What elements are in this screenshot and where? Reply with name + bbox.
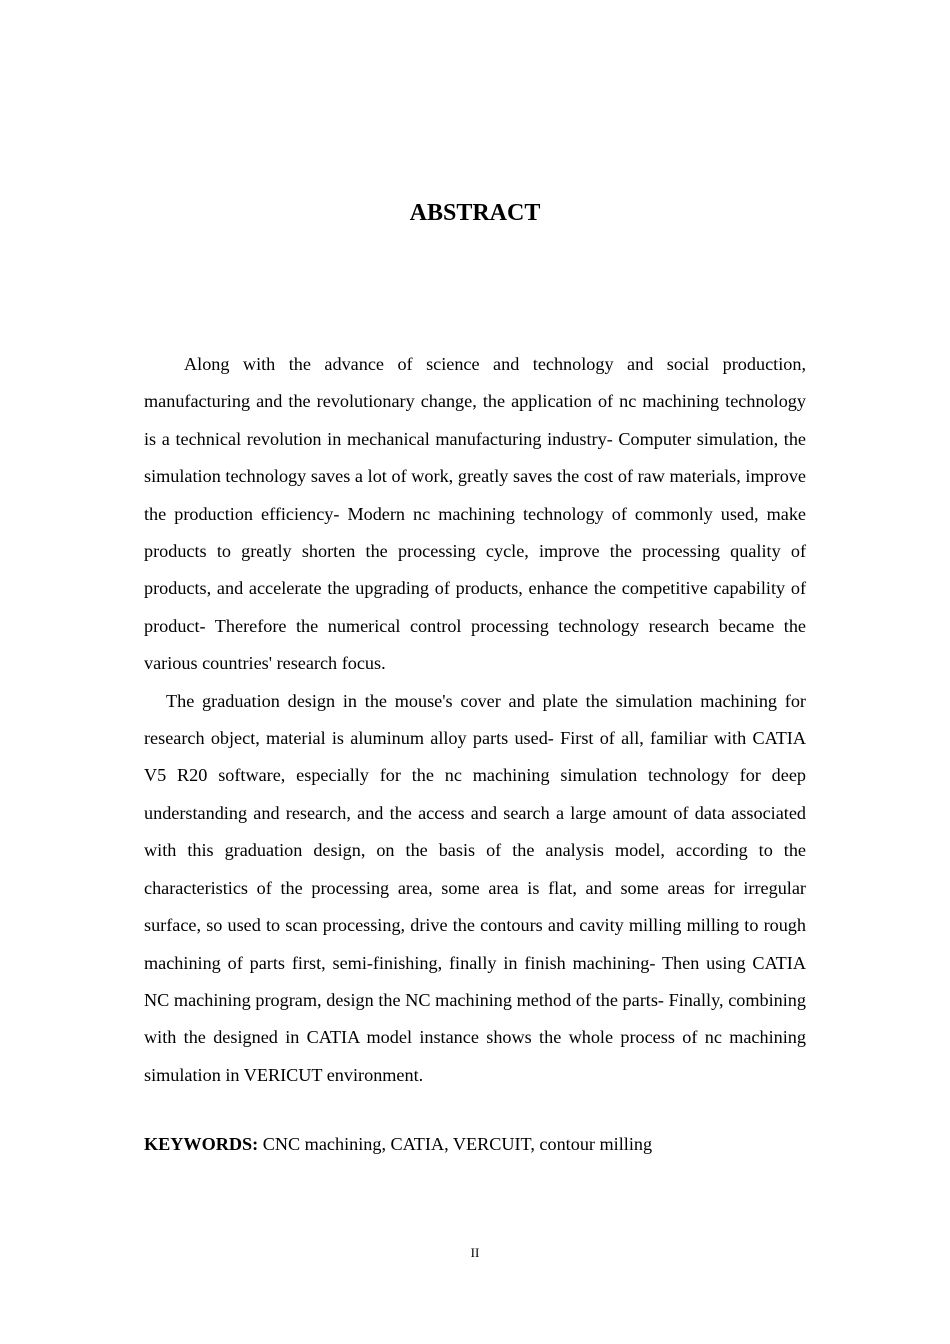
abstract-body (144, 346, 806, 1094)
page-title: ABSTRACT (409, 200, 541, 226)
page-number: II (470, 1245, 480, 1260)
keywords-text: CNC machining, CATIA, VERCUIT, contour milling (258, 1134, 653, 1154)
abstract-paragraph-1: Along with the advance of science and technology and social production, manufacturing and the revolutionary change, the application of nc machining technology is a technical revolution in mechanical manufacturing industry- Computer simulation, the simulation technology saves a lot of work, greatly saves the cost of raw materials, improve the production efficiency- Modern nc machining technology of commonly used, make products to greatly shorten the processing cycle, improve the processing quality of products, and accelerate the upgrading of products, enhance the competitive capability of product- Therefore the numerical control processing technology research became the various countries' research focus. (144, 354, 806, 674)
keywords-label: KEYWORDS: (144, 1134, 259, 1154)
abstract-paragraph-2: The graduation design in the mouse's cover and plate the simulation machining for research object, material is aluminum alloy parts used- First of all, familiar with CATIA V5 R20 software, especially for the nc machining simulation technology for deep understanding and research, and the access and search a large amount of data associated with this graduation design, on the basis of the analysis model, according to the characteristics of the processing area, some area is flat, and some areas for irregular surface, so used to scan processing, drive the contours and cavity milling milling to rough machining of parts first, semi-finishing, finally in finish machining- Then using CATIA NC machining program, design the NC machining method of the parts- Finally, combining with the designed in CATIA model instance shows the whole process of nc machining simulation in VERICUT environment. (144, 690, 806, 1085)
keywords-line (144, 1128, 806, 1160)
